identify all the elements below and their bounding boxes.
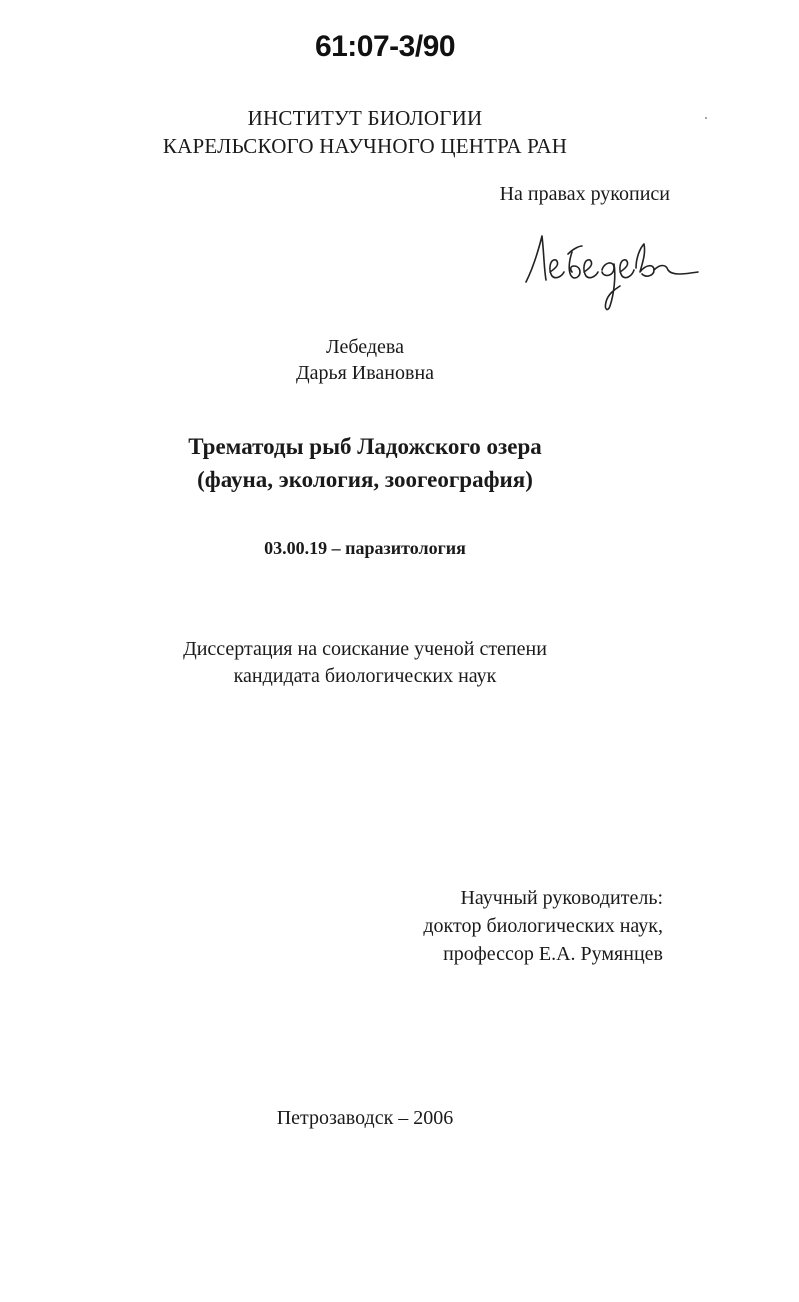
author-surname: Лебедева bbox=[326, 336, 404, 358]
supervisor-line-2: доктор биологических наук, bbox=[423, 915, 663, 937]
manuscript-rights-note: На правах рукописи bbox=[499, 183, 670, 205]
dissertation-title bbox=[0, 430, 730, 496]
degree-line-2: кандидата биологических наук bbox=[233, 665, 497, 687]
author-name bbox=[0, 334, 730, 386]
specialty-code: 03.00.19 – паразитология bbox=[264, 538, 466, 558]
scientific-supervisor bbox=[380, 884, 663, 968]
handwritten-signature bbox=[522, 224, 702, 314]
title-line-1: Трематоды рыб Ладожского озера bbox=[188, 434, 542, 459]
institute-line-1: ИНСТИТУТ БИОЛОГИИ bbox=[247, 106, 483, 130]
institute-name bbox=[0, 104, 730, 160]
place-and-year: Петрозаводск – 2006 bbox=[276, 1107, 454, 1129]
archive-stamp-number: 61:07-3/90 bbox=[314, 30, 456, 63]
title-line-2: (фауна, экология, зоогеография) bbox=[197, 467, 533, 492]
supervisor-line-1: Научный руководитель: bbox=[460, 887, 663, 909]
degree-statement bbox=[0, 636, 730, 690]
author-given-names: Дарья Ивановна bbox=[295, 362, 435, 384]
supervisor-line-3: профессор Е.А. Румянцев bbox=[443, 943, 663, 965]
degree-line-1: Диссертация на соискание ученой степени bbox=[183, 638, 547, 660]
institute-line-2: КАРЕЛЬСКОГО НАУЧНОГО ЦЕНТРА РАН bbox=[162, 134, 568, 158]
signature-drawing bbox=[522, 224, 702, 314]
